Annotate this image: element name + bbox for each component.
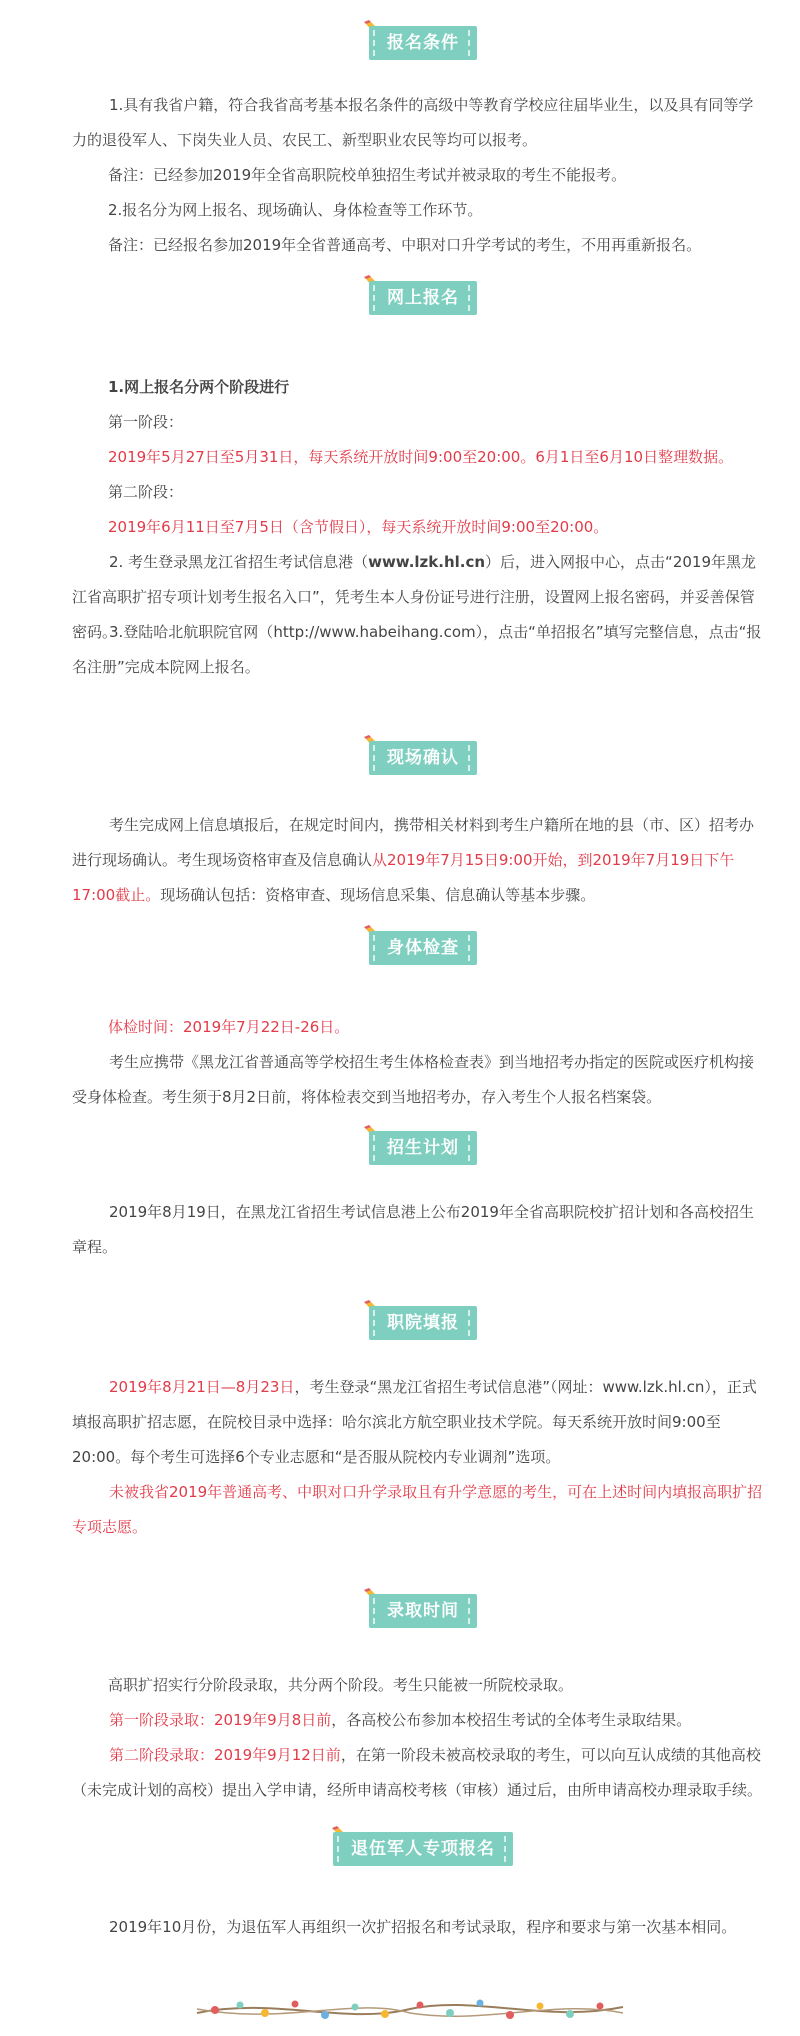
paragraph: 2019年8月21日—8月23日，考生登录“黑龙江省招生考试信息港”（网址：www.lzk.hl.cn），正式填报高职扩招志愿，在院校目录中选择：哈尔滨北方航空职业技术学院。每天系统开放时间9:00至20:00。每个考生可选择6个专业志愿和“是否服从院校内专业调剂”选项。 (72, 1378, 757, 1466)
section-title: 招生计划 (369, 1131, 477, 1165)
footer-decoration (195, 1995, 625, 2025)
paragraph: 2019年8月19日，在黑龙江省招生考试信息港上公布2019年全省高职院校扩招计划和各高校招生章程。 (72, 1203, 754, 1256)
paragraph: 高职扩招实行分阶段录取，共分两个阶段。考生只能被一所院校录取。 (108, 1676, 574, 1694)
section-heading-jihua (0, 1125, 800, 1169)
paragraph: 2.报名分为网上报名、现场确认、身体检查等工作环节。 (108, 201, 483, 219)
paragraph-highlight: 2019年6月11日至7月5日（含节假日），每天系统开放时间9:00至20:00。 (108, 518, 609, 536)
paragraph-highlight: 未被我省2019年普通高考、中职对口升学录取且有升学意愿的考生，可在上述时间内填报高职扩招专项志愿。 (72, 1483, 763, 1536)
paragraph: 1.具有我省户籍，符合我省高考基本报名条件的高级中等教育学校应往届毕业生，以及具有同等学力的退役军人、下岗失业人员、农民工、新型职业农民等均可以报考。 (72, 96, 754, 149)
paragraph: 考生完成网上信息填报后，在规定时间内，携带相关材料到考生户籍所在地的县（市、区）招考办进行现场确认。考生现场资格审查及信息确认从2019年7月15日9:00开始，到2019年7月19日下午17:00截止。现场确认包括：资格审查、现场信息采集、信息确认等基本步骤。 (72, 816, 755, 904)
section-heading-tianbao (0, 1300, 800, 1344)
paragraph: 备注：已经参加2019年全省高职院校单独招生考试并被录取的考生不能报考。 (108, 166, 627, 184)
section-title: 录取时间 (369, 1594, 477, 1628)
section-heading-luqu (0, 1588, 800, 1632)
section-heading-tuiwu (0, 1826, 800, 1870)
paragraph-heading: 1.网上报名分两个阶段进行 (108, 378, 290, 396)
paragraph-highlight: 体检时间：2019年7月22日-26日。 (108, 1018, 350, 1036)
section-title: 网上报名 (369, 281, 477, 315)
section-title: 现场确认 (369, 741, 477, 775)
section-heading-xianchang (0, 735, 800, 779)
paragraph: 第二阶段： (108, 483, 184, 501)
section-title: 身体检查 (369, 931, 477, 965)
paragraph: 2. 考生登录黑龙江省招生考试信息港（www.lzk.hl.cn）后，进入网报中心，点击“2019年黑龙江省高职扩招专项计划考生报名入口”，凭考生本人身份证号进行注册，设置网上报名密码，并妥善保管密码。 (72, 553, 756, 641)
paragraph: 2019年10月份，为退伍军人再组织一次扩招报名和考试录取，程序和要求与第一次基本相同。 (109, 1918, 737, 1936)
paragraph: 第二阶段录取：2019年9月12日前，在第一阶段未被高校录取的考生，可以向互认成绩的其他高校（未完成计划的高校）提出入学申请，经所申请高校考核（审核）通过后，由所申请高校办理录取手续。 (72, 1746, 763, 1799)
paragraph: 考生应携带《黑龙江省普通高等学校招生考生体格检查表》到当地招考办指定的医院或医疗机构接受身体检查。考生须于8月2日前，将体检表交到当地招考办，存入考生个人报名档案袋。 (72, 1053, 755, 1106)
paragraph: 第一阶段： (108, 413, 184, 431)
section-heading-tijian (0, 925, 800, 969)
paragraph: 第一阶段录取：2019年9月8日前，各高校公布参加本校招生考试的全体考生录取结果。 (109, 1711, 692, 1729)
paragraph: 备注：已经报名参加2019年全省普通高考、中职对口升学考试的考生，不用再重新报名。 (108, 236, 702, 254)
section-heading-baoming (0, 20, 800, 64)
section-title: 报名条件 (369, 26, 477, 60)
section-heading-wangshang (0, 275, 800, 319)
section-title: 职院填报 (369, 1306, 477, 1340)
paragraph: 3.登陆哈北航职院官网（http://www.habeihang.com），点击“单招报名”填写完整信息，点击“报名注册”完成本院网上报名。 (72, 623, 762, 676)
section-title: 退伍军人专项报名 (333, 1832, 513, 1866)
paragraph-highlight: 2019年5月27日至5月31日，每天系统开放时间9:00至20:00。6月1日至6月10日整理数据。 (108, 448, 734, 466)
